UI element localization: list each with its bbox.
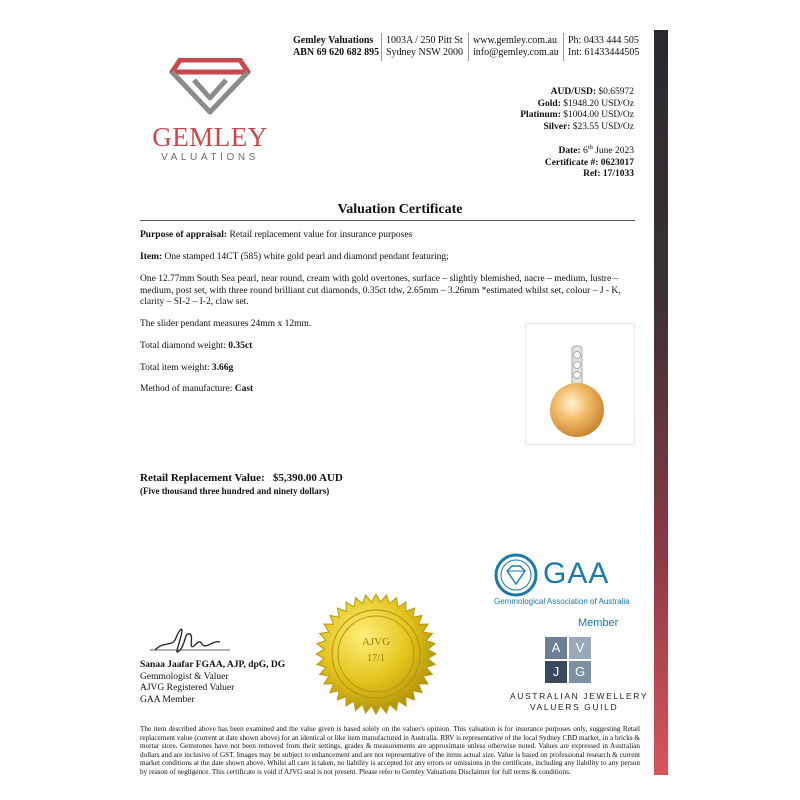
web-block	[473, 35, 559, 59]
certificate-date: Date: 6th June 2023	[558, 144, 634, 157]
ajvg-gold-seal	[315, 593, 437, 715]
certificate-ref: Ref: 17/1033	[583, 169, 634, 180]
header-divider	[381, 33, 382, 61]
company-block	[293, 35, 379, 59]
valuer-membership: GAA Member	[140, 694, 195, 705]
signature-image	[150, 620, 240, 660]
title-underline	[140, 220, 635, 221]
address-line1: 1003A / 250 Pitt St	[386, 35, 463, 46]
pendant-photo	[525, 323, 635, 445]
metal-rates	[520, 87, 634, 133]
purpose-line: Purpose of appraisal: Retail replacement value for insurance purposes	[140, 230, 413, 240]
side-gradient-bar	[654, 30, 668, 775]
gold-rate: Gold: $1948.20 USD/Oz	[537, 98, 634, 109]
gaa-logo-text: GAA	[543, 557, 610, 590]
item-description: One 12.77mm South Sea pearl, near round, cream with gold overtones, surface – slightly blemished, nacre – medium, lustre – medium, post set, with three round brilliant cut diamonds, 0.35ct tdw, 2.65mm – 3.26mm *estimated whilst set, colour – J - K, clarity – SI-2 – I-2, claw set.	[140, 274, 621, 308]
website-link[interactable]: www.gemley.com.au	[473, 35, 557, 46]
measurements-line: The slider pendant measures 24mm x 12mm.	[140, 319, 312, 329]
seal-number: 17/1	[367, 653, 385, 664]
diamond-weight-line: Total diamond weight: 0.35ct	[140, 341, 253, 351]
retail-value-words: (Five thousand three hundred and ninety dollars)	[140, 486, 330, 496]
header-divider	[563, 33, 564, 61]
disclaimer-text: The item described above has been examined and the value given is based solely on the valuer's opinion. This valuation is for insurance purposes only, suggesting Retail replacement value (current at date shown above) for an identical or like item manufactured in Australia. RRV is representative of the local Sydney CBD market, in a bricks & mortar store. Gemstones have not been removed from their settings, grades & measurements are approximate unless otherwise noted. Values are expressed in Australian dollars and are inclusive of GST. Images may be subject to enhancement and are not representative of the items actual size. Value is based on professional research & current market conditions at the date shown above. Whilst all care is taken, no liability is accepted for any errors or omissions in the certificate, including any liability to any person by reason of negligence. This certificate is void if AJVG seal is not present. Please refer to Gemley Valuations Disclaimer for full terms & conditions.	[140, 725, 640, 776]
pearl-pendant-image	[526, 324, 634, 444]
ajvg-tile: G	[569, 661, 591, 683]
ajvg-name-line1: AUSTRALIAN JEWELLERY	[510, 691, 649, 701]
phone-number: Ph: 0433 444 505	[568, 35, 639, 46]
certificate-number: Certificate #: 0623017	[544, 157, 634, 168]
ajvg-tile: J	[545, 661, 567, 683]
address-block	[386, 35, 463, 59]
company-name: Gemley Valuations	[293, 35, 374, 46]
header-divider	[468, 33, 469, 61]
valuer-name: Sanaa Jaafar FGAA, AJP, dpG, DG	[140, 660, 286, 670]
audusd-rate: AUD/USD: $0.65972	[550, 87, 634, 97]
seal-text: AJVG	[361, 636, 391, 648]
retail-value: Retail Replacement Value: $5,390.00 AUD	[140, 472, 343, 484]
manufacture-line: Method of manufacture: Cast	[140, 384, 254, 394]
ajvg-tile: V	[569, 637, 591, 659]
retail-value-amount: $5,390.00 AUD	[272, 472, 343, 484]
email-link[interactable]: info@gemley.com.au	[473, 47, 559, 58]
intl-phone-number: Int: 61433444505	[568, 47, 640, 58]
item-line: Item: One stamped 14CT (585) white gold pearl and diamond pendant featuring;	[140, 252, 449, 262]
logo-subtitle: VALUATIONS	[161, 152, 259, 163]
item-weight-line: Total item weight: 3.66g	[140, 363, 234, 373]
ajvg-logo	[545, 637, 593, 685]
certificate-info	[545, 142, 634, 181]
silver-rate: Silver: $23.55 USD/Oz	[543, 121, 634, 132]
page-title: Valuation Certificate	[337, 202, 463, 217]
valuer-title: Gemmologist & Valuer	[140, 671, 229, 682]
platinum-rate: Platinum: $1004.00 USD/Oz	[520, 110, 634, 120]
gaa-member-label: Member	[578, 617, 619, 629]
logo-wordmark: GEMLEY	[152, 122, 268, 152]
phone-block	[568, 35, 639, 59]
company-abn: ABN 69 620 682 895	[293, 47, 380, 58]
gaa-subtitle: Gemmological Association of Australia	[494, 597, 630, 606]
gaa-diamond-icon	[494, 553, 538, 597]
ajvg-name-line2: VALUERS GUILD	[530, 702, 619, 712]
diamond-outline-icon	[168, 58, 252, 116]
valuer-details	[140, 660, 285, 706]
address-line2: Sydney NSW 2000	[386, 47, 464, 58]
valuer-registration: AJVG Registered Valuer	[140, 683, 235, 694]
ajvg-tile: A	[545, 637, 567, 659]
